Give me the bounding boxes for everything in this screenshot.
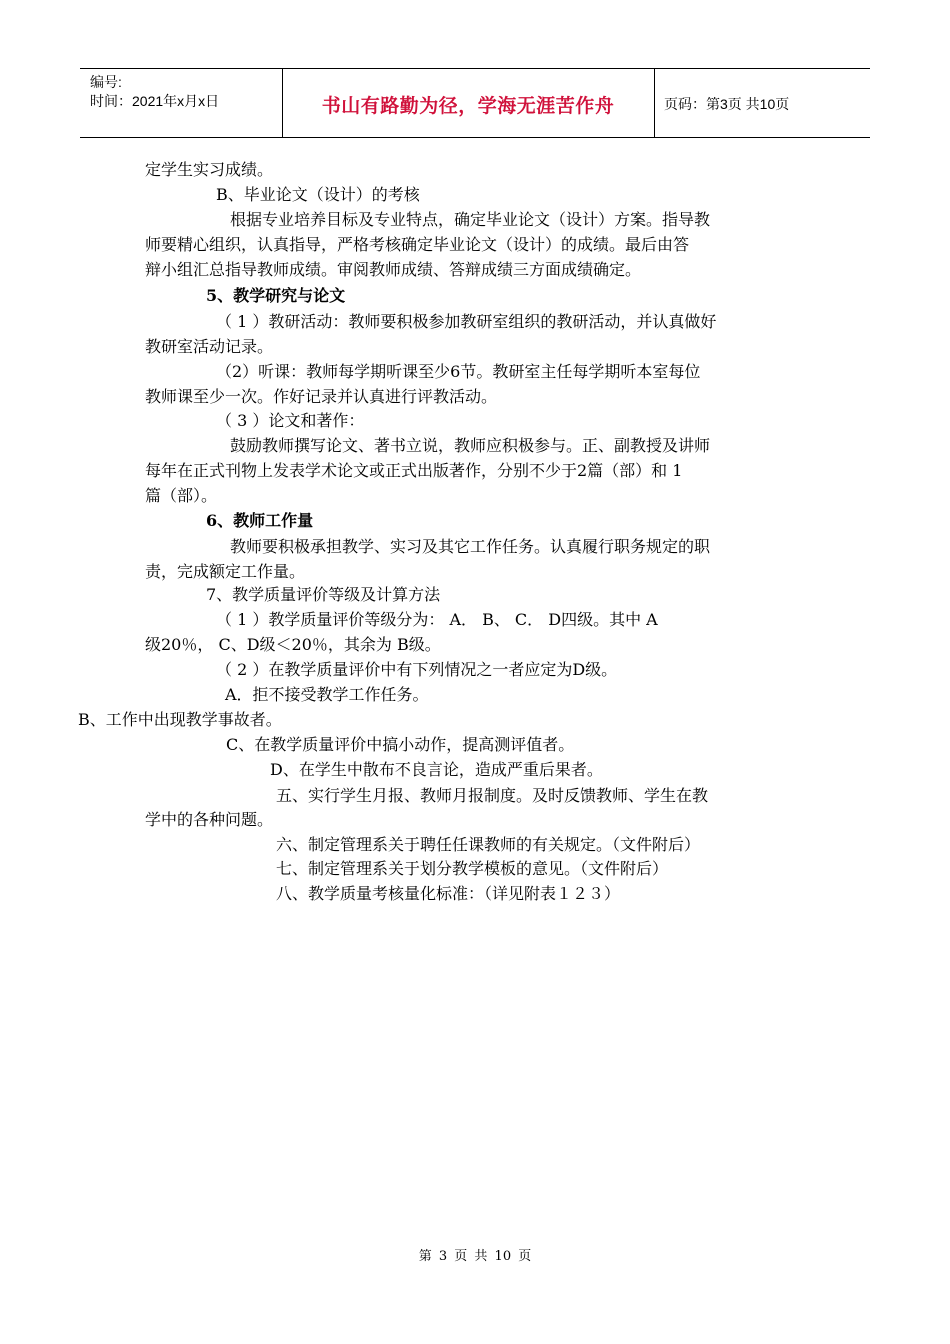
body-line: D、在学生中散布不良言论，造成严重后果者。 (270, 760, 603, 779)
header-table (80, 68, 870, 138)
body-line: （ 3 ）论文和著作： (216, 411, 365, 430)
body-line: （2）听课：教师每学期听课至少6节。教研室主任每学期听本室每位 (216, 362, 701, 381)
body-line: 学中的各种问题。 (145, 810, 274, 829)
body-line: （ 1 ）教研活动：教师要积极参加教研室组织的教研活动，并认真做好 (216, 312, 717, 331)
body-line: 教师课至少一次。作好记录并认真进行评教活动。 (145, 387, 498, 406)
body-line: C、在教学质量评价中搞小动作，提高测评值者。 (226, 735, 575, 754)
body-line: 责，完成额定工作量。 (145, 562, 306, 581)
section-heading: 6、教师工作量 (206, 511, 314, 530)
body-line: 七、制定管理系关于划分教学模板的意见。（文件附后） (276, 859, 669, 878)
serial-label: 编号: (90, 74, 122, 90)
header-motto: 书山有路勤为径，学海无涯苦作舟 (321, 95, 615, 117)
body-line: 教师要积极承担教学、实习及其它工作任务。认真履行职务规定的职 (230, 537, 711, 556)
page-footer: 第 3 页 共 10 页 (418, 1249, 532, 1264)
body-line: B、毕业论文（设计）的考核 (216, 185, 420, 204)
body-line: 五、实行学生月报、教师月报制度。及时反馈教师、学生在教 (276, 786, 709, 805)
header-page-info: 页码：第3页 共10页 (664, 96, 790, 112)
body-line: 六、制定管理系关于聘任任课教师的有关规定。（文件附后） (276, 835, 701, 854)
section-heading: 7、教学质量评价等级及计算方法 (206, 585, 441, 604)
body-line: B、工作中出现教学事故者。 (78, 710, 282, 729)
body-line: （ 2 ）在教学质量评价中有下列情况之一者应定为D级。 (216, 660, 618, 679)
body-line: 定学生实习成绩。 (145, 160, 274, 179)
body-line: 教研室活动记录。 (145, 337, 274, 356)
date-label: 时间：2021年x月x日 (90, 93, 220, 109)
body-line: 辩小组汇总指导教师成绩。审阅教师成绩、答辩成绩三方面成绩确定。 (145, 260, 642, 279)
header-meta (90, 73, 280, 111)
body-line: 篇（部）。 (145, 486, 218, 505)
section-heading: 5、教学研究与论文 (206, 286, 346, 305)
header-divider (654, 69, 655, 137)
body-line: A．拒不接受教学工作任务。 (225, 685, 429, 704)
body-line: 每年在正式刊物上发表学术论文或正式出版著作，分别不少于2篇（部）和 1 (145, 461, 683, 480)
body-line: 八、教学质量考核量化标准：（详见附表１２３） (276, 884, 621, 903)
body-line: 师要精心组织，认真指导，严格考核确定毕业论文（设计）的成绩。最后由答 (145, 235, 690, 254)
body-line: 根据专业培养目标及专业特点，确定毕业论文（设计）方案。指导教 (230, 210, 711, 229)
body-line: （ 1 ）教学质量评价等级分为： A． B、 C． D四级。其中 A (216, 610, 658, 629)
body-line: 鼓励教师撰写论文、著书立说，教师应积极参与。正、副教授及讲师 (230, 436, 711, 455)
body-line: 级20％， C、D级＜20％，其余为 B级。 (145, 635, 441, 654)
